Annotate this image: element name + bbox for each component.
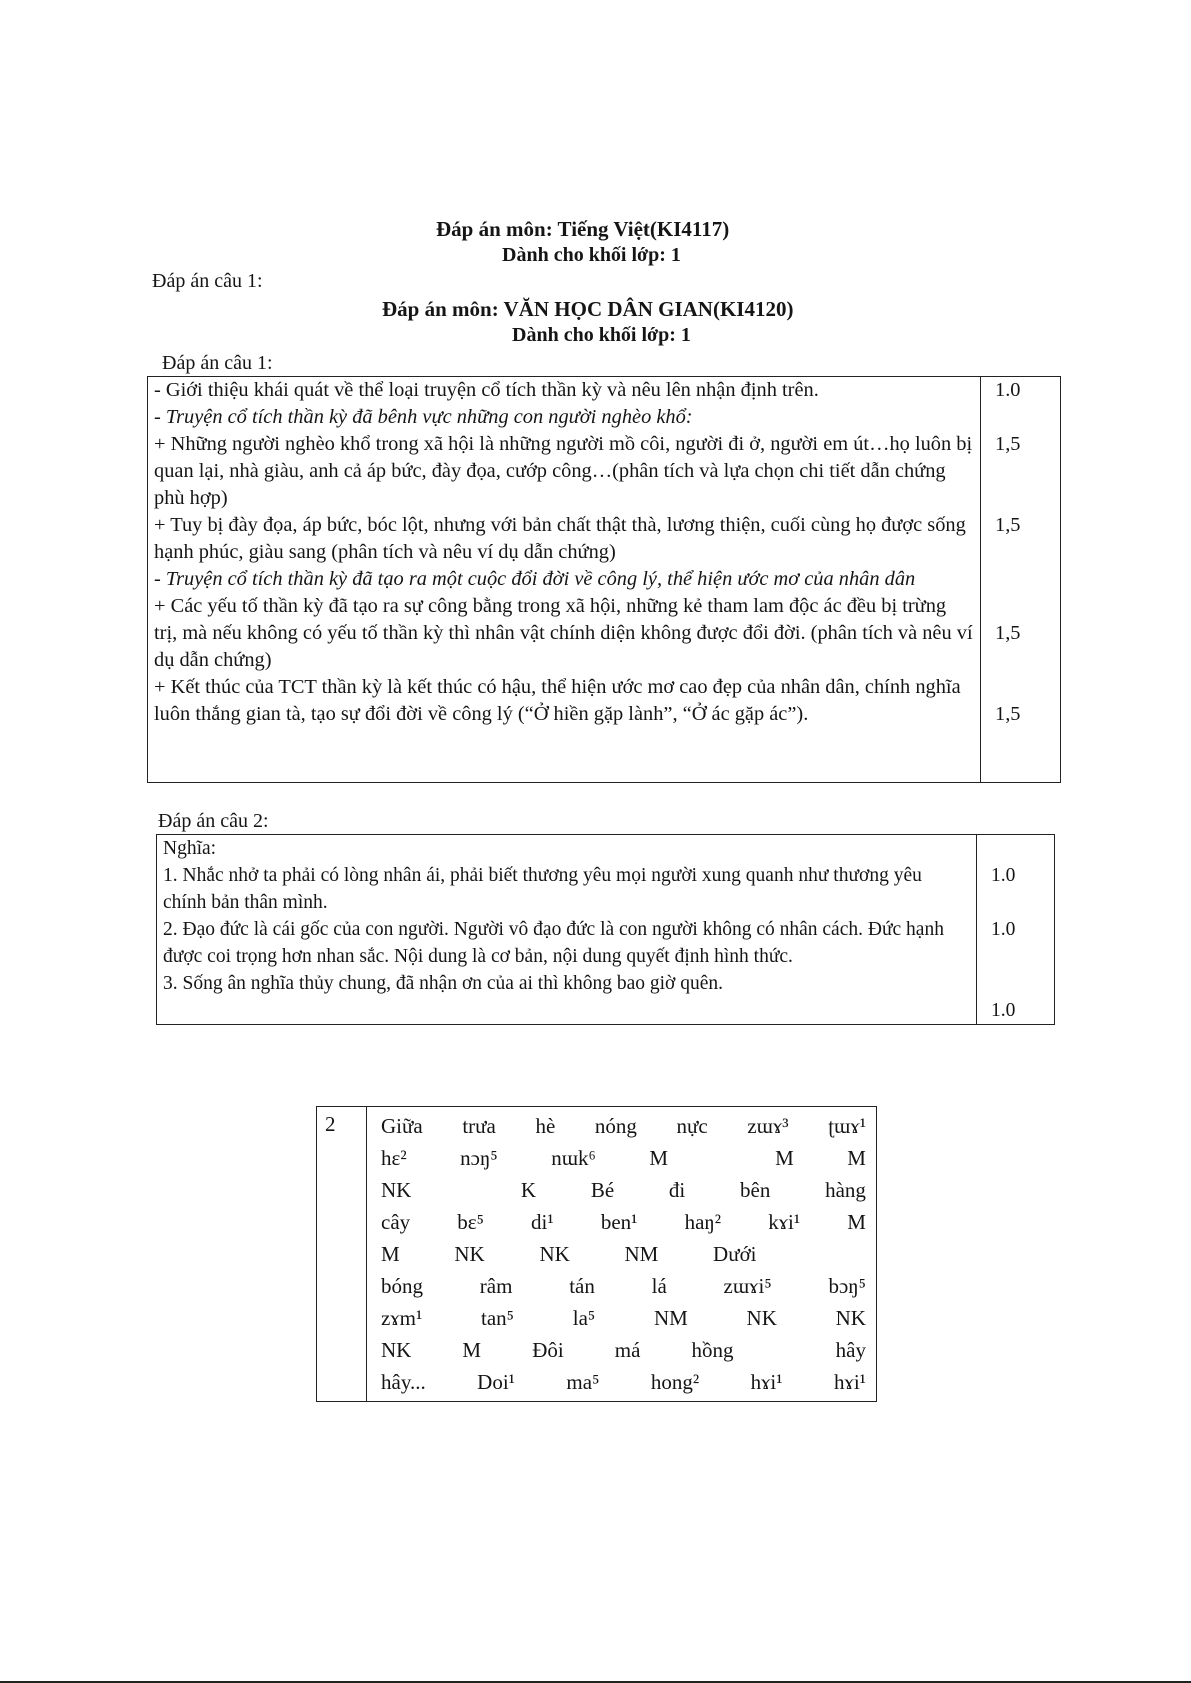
- transcription-line: [381, 1207, 866, 1239]
- transcription-word: zɤm¹: [381, 1306, 423, 1331]
- transcription-line: [381, 1335, 866, 1367]
- transcription-word: hɤi¹: [834, 1370, 866, 1395]
- answer-q1-label: Đáp án câu 1:: [162, 352, 273, 374]
- answer-text: - Giới thiệu khái quát về thể loại truyện cổ tích thần kỳ và nêu lên nhận định trên.: [154, 379, 819, 401]
- transcription-word: NK: [539, 1242, 570, 1267]
- transcription-line: [381, 1367, 866, 1399]
- table-row: [148, 377, 1061, 783]
- score-value: 1.0: [991, 865, 1016, 886]
- transcription-word: ben¹: [600, 1210, 638, 1235]
- answer-text: + Các yếu tố thần kỳ đã tạo ra sự công bằng trong xã hội, những kẻ tham lam độc ác đều bị trừng trị, mà nếu không có yếu tố thần kỳ thì nhân vật chính diện không được đổi đời. (phân tích và nêu ví dụ dẫn chứng): [154, 595, 973, 671]
- transcription-word: cây: [381, 1210, 411, 1235]
- transcription-word: M: [381, 1242, 400, 1267]
- q1-answer-table: [147, 376, 1061, 783]
- transcription-word: haŋ²: [684, 1210, 722, 1235]
- score-value: 1,5: [995, 514, 1021, 536]
- score-value: 1.0: [991, 919, 1016, 940]
- transcription-word: di¹: [531, 1210, 554, 1235]
- answer-subheading: - Truyện cổ tích thần kỳ đã bênh vực những con người nghèo khổ:: [154, 406, 693, 428]
- transcription-word: M: [649, 1146, 669, 1171]
- transcription-word: bên: [740, 1178, 771, 1203]
- q2-answer-table: [156, 834, 1055, 1025]
- transcription-word: đi: [668, 1178, 686, 1203]
- transcription-word: NK: [746, 1306, 777, 1331]
- transcription-word: hây: [835, 1338, 866, 1363]
- grade-label-1: Dành cho khối lớp: 1: [502, 244, 681, 266]
- transcription-line: [381, 1271, 866, 1303]
- transcription-word: ʈɯɤ¹: [828, 1114, 866, 1139]
- transcription-word: bóng: [381, 1274, 423, 1299]
- answer-text: + Kết thúc của TCT thần kỳ là kết thúc có hậu, thể hiện ước mơ cao đẹp của nhân dân, chính nghĩa luôn thắng gian tà, tạo sự đổi đời về công lý (“Ở hiền gặp lành”, “Ở ác gặp ác”).: [154, 676, 961, 725]
- transcription-word: zɯɤi⁵: [723, 1274, 772, 1299]
- exam-title-1: Đáp án môn: Tiếng Việt(KI4117): [436, 217, 730, 241]
- answer-subheading: - Truyện cổ tích thần kỳ đã tạo ra một cuộc đổi đời về công lý, thể hiện ước mơ của nhân dân: [154, 568, 916, 590]
- answer-text: + Tuy bị đày đọa, áp bức, bóc lột, nhưng với bản chất thật thà, lương thiện, cuối cùng họ được sống hạnh phúc, giàu sang (phân tích và nêu ví dụ dẫn chứng): [154, 514, 966, 563]
- transcription-word: Đôi: [532, 1338, 564, 1363]
- transcription-word: NK: [835, 1306, 866, 1331]
- answer-cell: [157, 835, 977, 1025]
- transcription-word: la⁵: [572, 1306, 596, 1331]
- transcription-word: nóng: [594, 1114, 637, 1139]
- transcription-word: bɛ⁵: [457, 1210, 484, 1235]
- transcription-word: kɤi¹: [768, 1210, 801, 1235]
- transcription-cell: [367, 1107, 877, 1402]
- score-value: 1.0: [991, 1000, 1016, 1021]
- question-number: 2: [317, 1107, 367, 1402]
- transcription-word: NM: [653, 1306, 688, 1331]
- transcription-word: hɛ²: [381, 1146, 407, 1171]
- transcription-word: NK: [381, 1178, 412, 1203]
- score-value: 1,5: [995, 703, 1021, 725]
- answer-q2-label: Đáp án câu 2:: [158, 810, 269, 832]
- transcription-word: lá: [651, 1274, 667, 1299]
- answer-text: 3. Sống ân nghĩa thủy chung, đã nhận ơn của ai thì không bao giờ quên.: [163, 973, 724, 994]
- table-row: [317, 1107, 877, 1402]
- transcription-word: má: [614, 1338, 641, 1363]
- transcription-word: trưa: [462, 1114, 496, 1139]
- transcription-word: tán: [569, 1274, 595, 1299]
- transcription-word: hây...: [381, 1370, 426, 1395]
- table-row: [157, 835, 1055, 1025]
- answer-cell: [148, 377, 981, 783]
- transcription-line: [381, 1111, 866, 1143]
- transcription-word: ma⁵: [566, 1370, 600, 1395]
- transcription-word: Dưới: [713, 1242, 757, 1267]
- grade-label-2: Dành cho khối lớp: 1: [512, 324, 691, 346]
- answer-text: 1. Nhắc nhở ta phải có lòng nhân ái, phải biết thương yêu mọi người xung quanh như thương yêu chính bản thân mình.: [163, 865, 922, 913]
- transcription-word: K: [520, 1178, 537, 1203]
- transcription-word: Bé: [590, 1178, 615, 1203]
- meaning-heading: Nghĩa:: [163, 838, 217, 859]
- transcription-line: [381, 1175, 866, 1207]
- transcription-line: [381, 1303, 866, 1335]
- score-value: 1.0: [995, 379, 1021, 401]
- transcription-word: M: [847, 1210, 866, 1235]
- score-cell: [981, 377, 1061, 783]
- transcription-word: Giữa: [381, 1114, 423, 1139]
- transcription-word: M: [847, 1146, 866, 1171]
- q3-transcription-table: [316, 1106, 877, 1402]
- transcription-word: NM: [624, 1242, 659, 1267]
- transcription-word: nực: [676, 1114, 708, 1139]
- transcription-word: hàng: [825, 1178, 866, 1203]
- transcription-word: hồng: [691, 1338, 734, 1363]
- score-cell: [977, 835, 1055, 1025]
- score-value: 1,5: [995, 622, 1021, 644]
- answer-q1-label-top: Đáp án câu 1:: [152, 270, 263, 292]
- transcription-word: M: [462, 1338, 482, 1363]
- transcription-word: NK: [454, 1242, 485, 1267]
- transcription-word: râm: [479, 1274, 513, 1299]
- transcription-word: M: [775, 1146, 794, 1171]
- transcription-word: NK: [381, 1338, 412, 1363]
- transcription-word: hɤi¹: [750, 1370, 783, 1395]
- transcription-line: [381, 1239, 866, 1271]
- transcription-lines: [381, 1111, 866, 1399]
- answer-text: + Những người nghèo khổ trong xã hội là những người mồ côi, người đi ở, người em út…họ luôn bị quan lại, nhà giàu, anh cả áp bức, đày đọa, cướp công…(phân tích và lựa chọn chi tiết dẫn chứng phù hợp): [154, 433, 973, 509]
- transcription-line: [381, 1143, 866, 1175]
- transcription-word: bɔŋ⁵: [828, 1274, 866, 1299]
- transcription-word: zɯɤ³: [747, 1114, 789, 1139]
- transcription-word: Doi¹: [477, 1370, 515, 1395]
- answer-text: 2. Đạo đức là cái gốc của con người. Người vô đạo đức là con người không có nhân cách. Đức hạnh được coi trọng hơn nhan sắc. Nội dung là cơ bản, nội dung quyết định hình thức.: [163, 919, 944, 967]
- exam-title-2: Đáp án môn: VĂN HỌC DÂN GIAN(KI4120): [382, 297, 794, 321]
- score-value: 1,5: [995, 433, 1021, 455]
- transcription-word: tan⁵: [481, 1306, 514, 1331]
- transcription-word: hong²: [650, 1370, 700, 1395]
- transcription-word: nɔŋ⁵: [460, 1146, 498, 1171]
- transcription-word: nɯk⁶: [551, 1146, 596, 1171]
- transcription-word: hè: [535, 1114, 556, 1139]
